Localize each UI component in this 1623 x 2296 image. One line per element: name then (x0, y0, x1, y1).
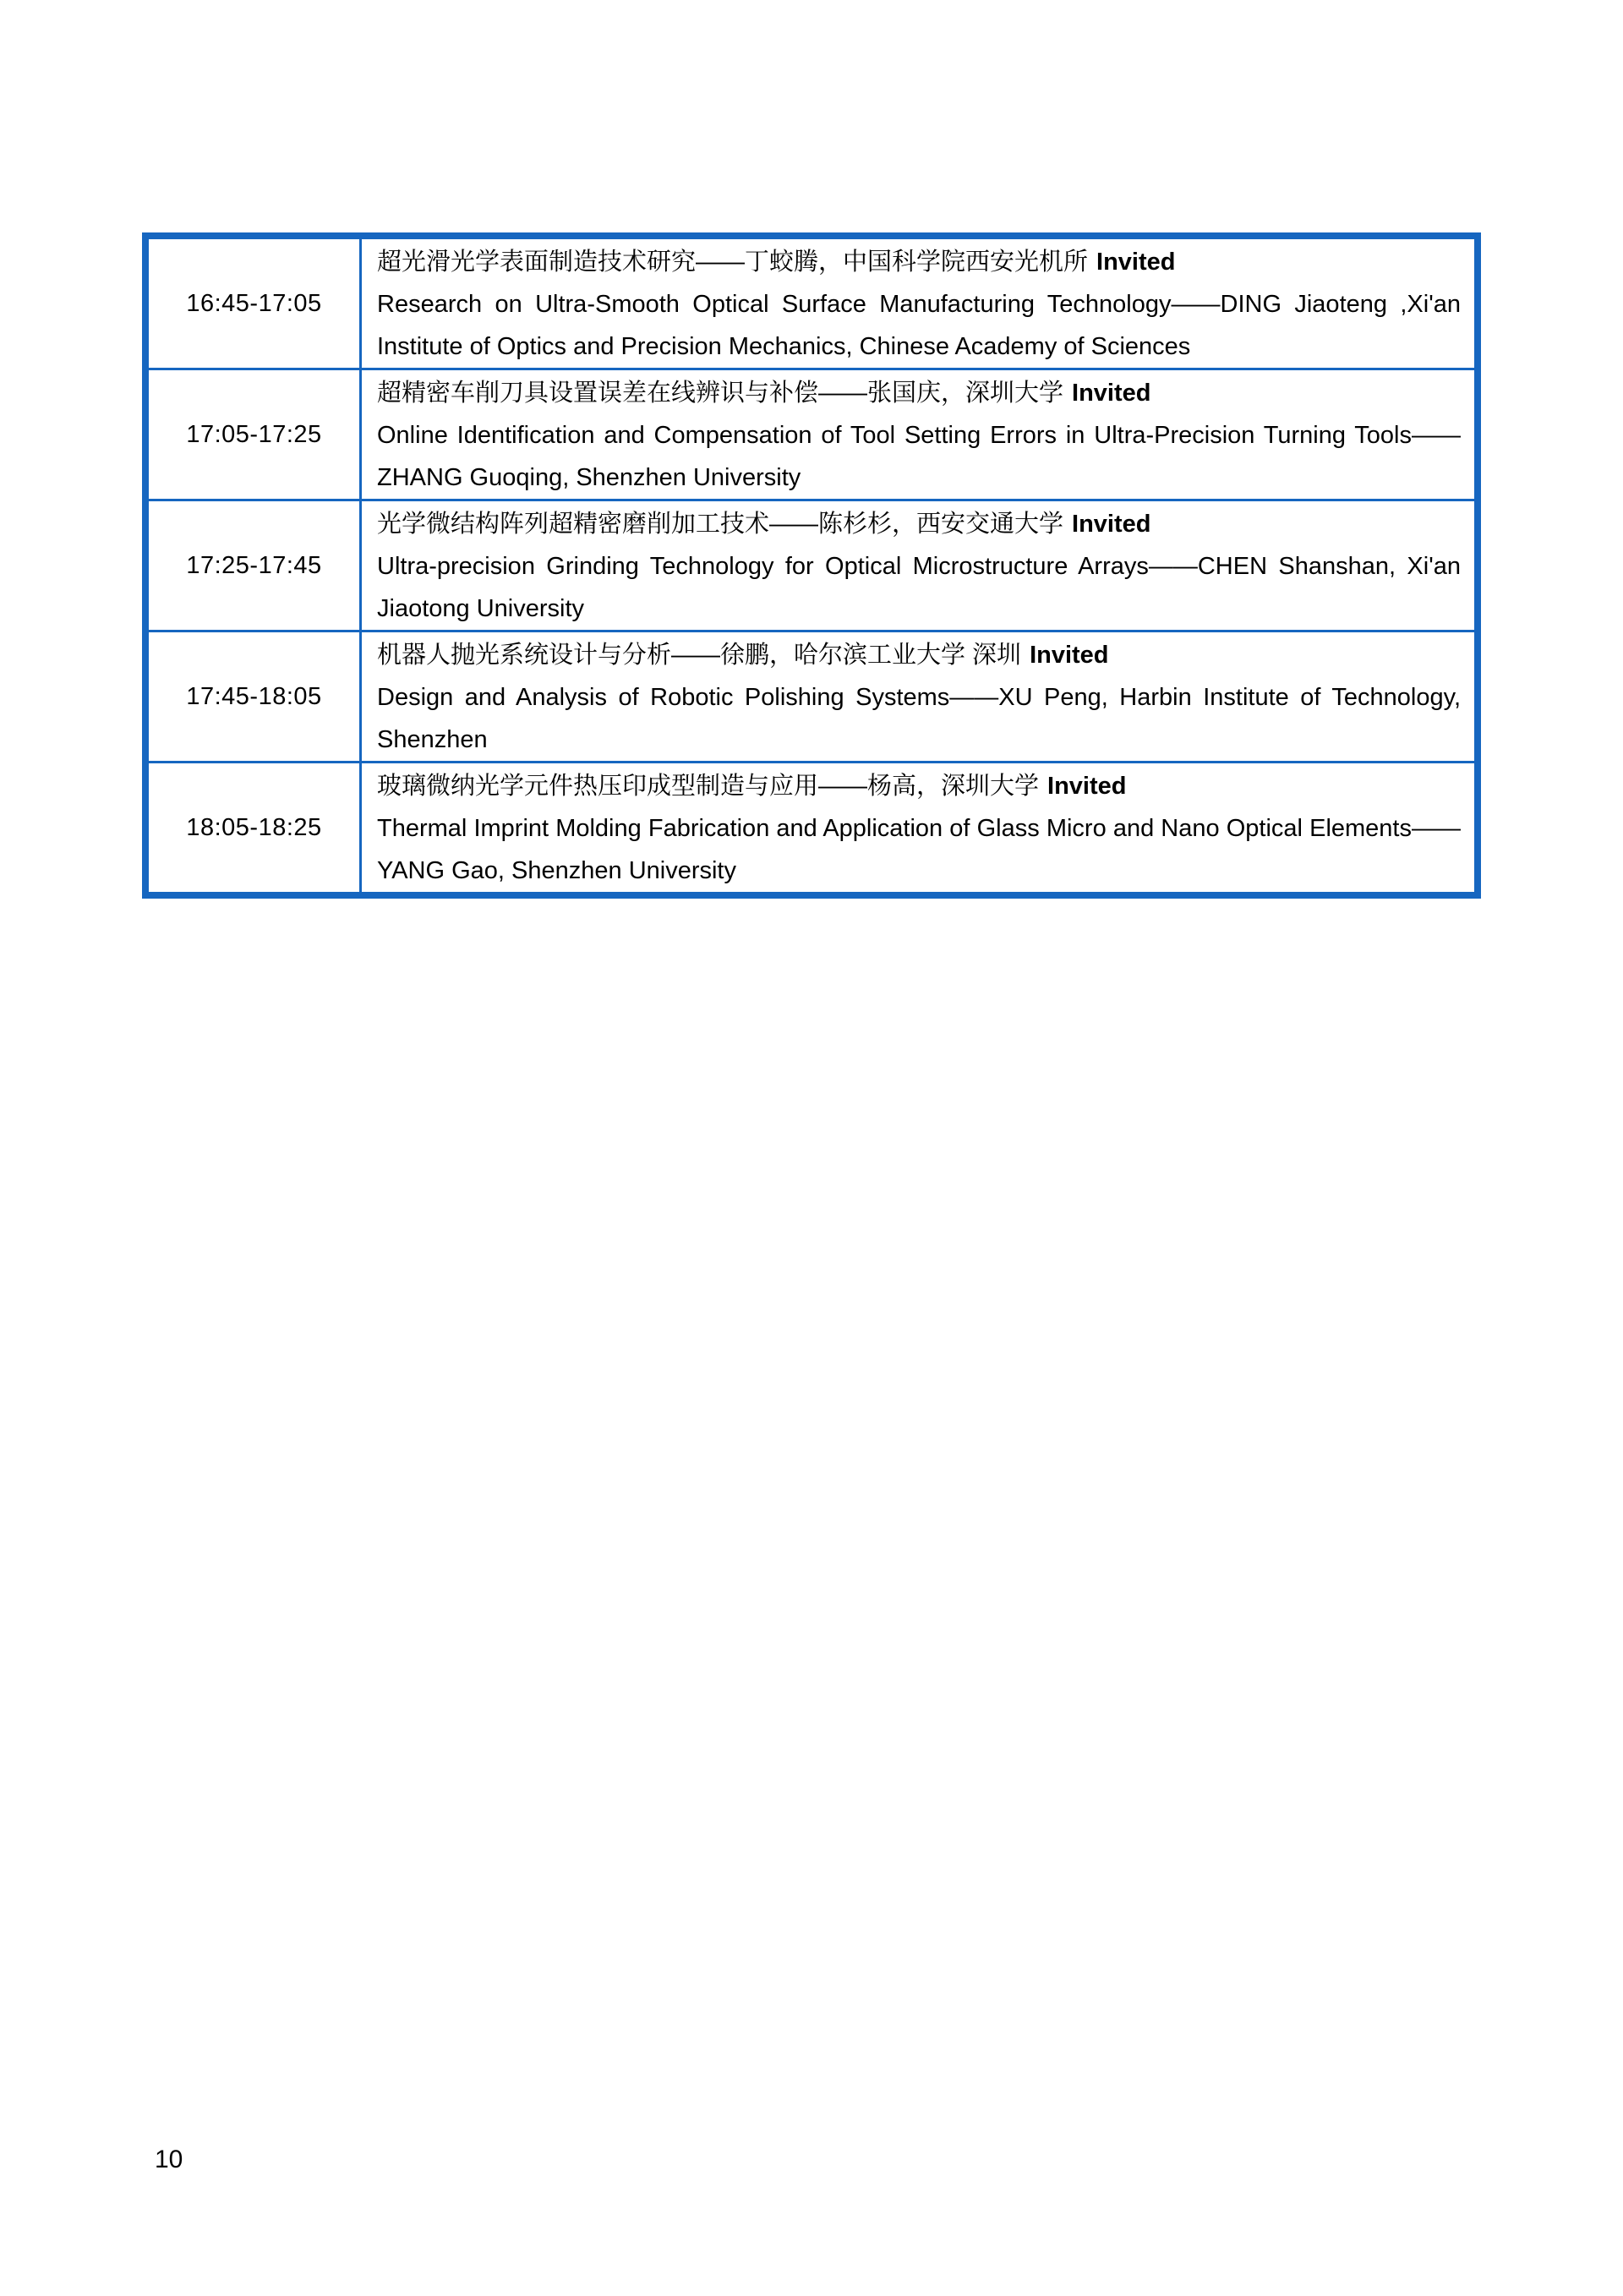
session-time: 17:45-18:05 (149, 632, 362, 761)
session-time: 16:45-17:05 (149, 239, 362, 368)
invited-badge: Invited (1072, 511, 1151, 538)
session-title-zh-text: 机器人抛光系统设计与分析——徐鹏，哈尔滨工业大学 深圳 (377, 642, 1022, 669)
session-title-en: Online Identification and Compensation of Tool Setting Errors in Ultra-Precision Turning Tools——ZHANG Guoqing, Shenzhen University (377, 422, 1461, 491)
session-title-zh-text: 超光滑光学表面制造技术研究——丁蛟腾，中国科学院西安光机所 (377, 249, 1089, 276)
session-time: 17:05-17:25 (149, 370, 362, 499)
session-title-zh-text: 超精密车削刀具设置误差在线辨识与补偿——张国庆，深圳大学 (377, 380, 1064, 407)
session-title-zh-text: 光学微结构阵列超精密磨削加工技术——陈杉杉，西安交通大学 (377, 511, 1064, 538)
invited-badge: Invited (1072, 380, 1151, 407)
session-title-zh (377, 634, 1461, 676)
table-row (149, 630, 1474, 761)
session-details (362, 501, 1474, 630)
session-details (362, 763, 1474, 892)
table-row (149, 499, 1474, 630)
session-title-en: Research on Ultra-Smooth Optical Surface Manufacturing Technology——DING Jiaoteng ,Xi'an Institute of Optics and Precision Mechanics, Chinese Academy of Sciences (377, 291, 1461, 360)
invited-badge: Invited (1047, 773, 1127, 800)
table-row (149, 368, 1474, 499)
session-title-zh-text: 玻璃微纳光学元件热压印成型制造与应用——杨高，深圳大学 (377, 773, 1040, 800)
session-schedule-table (142, 232, 1481, 899)
session-time: 18:05-18:25 (149, 763, 362, 892)
page-number: 10 (155, 2146, 183, 2173)
session-title-en: Ultra-precision Grinding Technology for Optical Microstructure Arrays——CHEN Shanshan, Xi'an Jiaotong University (377, 553, 1461, 622)
session-details (362, 370, 1474, 499)
session-details (362, 239, 1474, 368)
session-title-en: Thermal Imprint Molding Fabrication and Application of Glass Micro and Nano Optical Elements——YANG Gao, Shenzhen University (377, 815, 1461, 884)
session-title-zh (377, 503, 1461, 545)
session-details (362, 632, 1474, 761)
session-time: 17:25-17:45 (149, 501, 362, 630)
invited-badge: Invited (1030, 642, 1109, 669)
session-title-zh (377, 241, 1461, 283)
session-title-zh (377, 372, 1461, 414)
session-title-zh (377, 765, 1461, 807)
table-row (149, 761, 1474, 892)
session-title-en: Design and Analysis of Robotic Polishing Systems——XU Peng, Harbin Institute of Technology, Shenzhen (377, 684, 1461, 753)
invited-badge: Invited (1096, 249, 1176, 276)
table-row (149, 239, 1474, 368)
